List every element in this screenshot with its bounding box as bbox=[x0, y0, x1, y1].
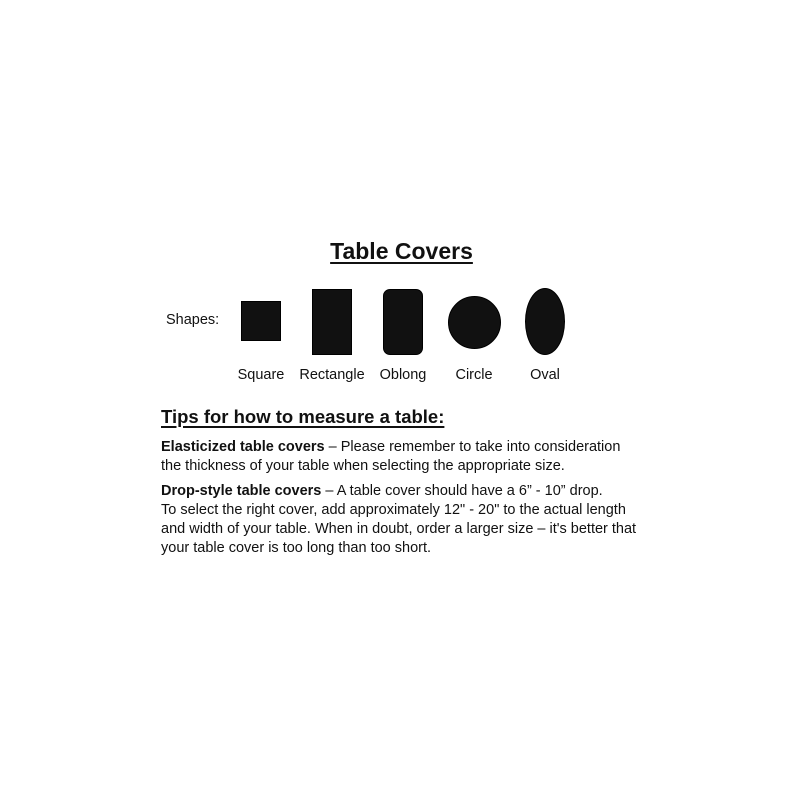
shape-caption-square: Square bbox=[237, 367, 285, 383]
drop-style-tip-line-1 bbox=[161, 482, 651, 501]
elasticized-tip-line-1 bbox=[161, 438, 651, 457]
drop-style-tip-lead: Drop-style table covers bbox=[161, 483, 322, 499]
elasticized-tip-lead: Elasticized table covers bbox=[161, 439, 325, 455]
drop-style-tip-text-1: – A table cover should have a 6” - 10” drop. bbox=[321, 483, 603, 499]
drop-style-tip-text-4: your table cover is too long than too short. bbox=[161, 540, 432, 556]
shape-caption-oval: Oval bbox=[530, 367, 560, 383]
oblong-shape-icon bbox=[383, 289, 423, 355]
circle-shape-icon bbox=[448, 296, 501, 349]
shape-caption-oblong: Oblong bbox=[379, 367, 427, 383]
drop-style-tip-text-2: To select the right cover, add approximately 12" - 20" to the actual length bbox=[161, 502, 626, 518]
shapes-label: Shapes: bbox=[166, 312, 220, 328]
oval-shape-icon bbox=[525, 288, 565, 355]
elasticized-tip-text-1: – Please remember to take into consideration bbox=[324, 439, 621, 455]
shape-caption-rectangle: Rectangle bbox=[299, 367, 365, 383]
page-title: Table Covers bbox=[330, 238, 473, 264]
shape-caption-circle: Circle bbox=[455, 367, 493, 383]
square-shape-icon bbox=[241, 301, 281, 341]
drop-style-tip bbox=[161, 482, 651, 558]
drop-style-tip-text-3: and width of your table. When in doubt, order a larger size – it's better that bbox=[161, 521, 637, 537]
elasticized-tip-text-2: the thickness of your table when selecting the appropriate size. bbox=[161, 458, 565, 474]
elasticized-tip bbox=[161, 438, 651, 476]
tips-heading: Tips for how to measure a table: bbox=[161, 406, 445, 427]
rectangle-shape-icon bbox=[312, 289, 352, 355]
